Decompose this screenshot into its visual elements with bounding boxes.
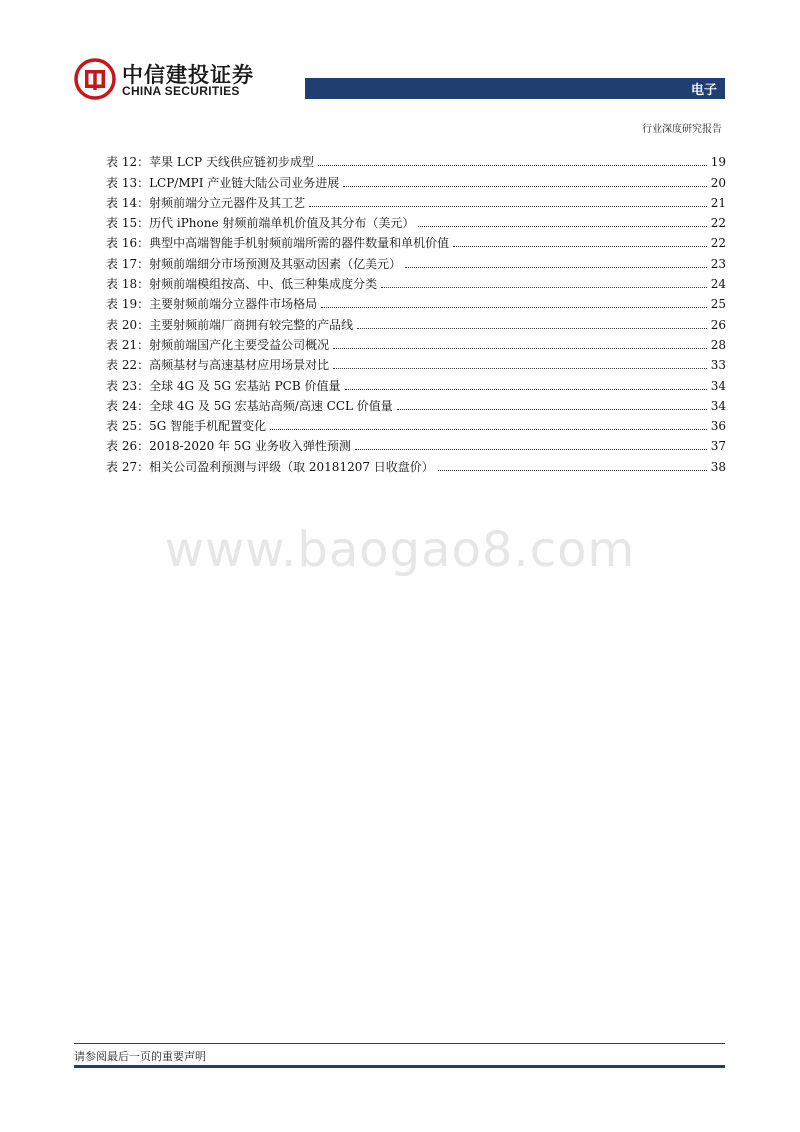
toc-entry[interactable] [106,312,726,332]
toc-entry[interactable] [106,251,726,271]
toc-entry[interactable] [106,150,726,170]
toc-entry-page[interactable]: 28 [710,337,726,352]
toc-dot-leader [381,286,707,288]
toc-entry-label[interactable]: 表 20：主要射频前端厂商拥有较完整的产品线 [106,317,354,332]
toc-entry-label[interactable]: 表 23：全球 4G 及 5G 宏基站 PCB 价值量 [106,378,341,393]
toc-entry[interactable] [106,414,726,434]
toc-entry[interactable] [106,231,726,251]
toc-entry-label[interactable]: 表 25：5G 智能手机配置变化 [106,419,267,434]
toc-entry-page[interactable]: 24 [710,277,726,292]
toc-entry-page[interactable]: 38 [710,459,726,474]
toc-entry-page[interactable]: 36 [710,419,726,434]
toc-entry-page[interactable]: 20 [710,175,726,190]
brand-name-en: CHINA SECURITIES [122,84,240,98]
toc-entry-label[interactable]: 表 21：射频前端国产化主要受益公司概况 [106,337,330,352]
toc-entry-page[interactable]: 25 [710,297,726,312]
toc-dot-leader [333,347,707,349]
toc-entry[interactable] [106,434,726,454]
toc-dot-leader [405,266,707,268]
toc-entry[interactable] [106,170,726,190]
toc-entry-label[interactable]: 表 14：射频前端分立元器件及其工艺 [106,195,306,210]
toc-dot-leader [318,164,707,166]
footer-disclaimer: 请参阅最后一页的重要声明 [74,1050,206,1063]
report-type: 行业深度研究报告 [642,124,722,135]
toc-entry-label[interactable]: 表 22：高频基材与高速基材应用场景对比 [106,358,330,373]
toc-entry[interactable] [106,211,726,231]
toc-entry-label[interactable]: 表 18：射频前端模组按高、中、低三种集成度分类 [106,277,378,292]
toc-entry[interactable] [106,292,726,312]
toc-dot-leader [357,327,707,329]
toc-dot-leader [453,245,707,247]
toc-entry-label[interactable]: 表 27：相关公司盈利预测与评级（取 20181207 日收盘价） [106,459,434,474]
toc-entry-label[interactable]: 表 15：历代 iPhone 射频前端单机价值及其分布（美元） [106,216,415,231]
toc-entry-page[interactable]: 34 [710,378,726,393]
company-logo [74,58,254,102]
watermark: www.baogao8.com [164,522,636,578]
toc-entry-page[interactable]: 22 [710,236,726,251]
toc-dot-leader [345,388,707,390]
toc-entry-label[interactable]: 表 12：苹果 LCP 天线供应链初步成型 [106,155,314,170]
toc-entry-page[interactable]: 33 [710,358,726,373]
toc-entry-label[interactable]: 表 24：全球 4G 及 5G 宏基站高频/高速 CCL 价值量 [106,398,393,413]
section-label: 电子 [690,83,717,98]
toc-entry[interactable] [106,353,726,373]
brand-name-cn: 中信建投证券 [122,63,254,87]
toc-entry[interactable] [106,191,726,211]
citic-logo-icon [74,58,116,100]
toc-dot-leader [355,448,707,450]
toc-dot-leader [333,367,707,369]
toc-entry[interactable] [106,333,726,353]
toc-entry[interactable] [106,373,726,393]
toc-entry-label[interactable]: 表 16：典型中高端智能手机射频前端所需的器件数量和单机价值 [106,236,450,251]
toc-entry[interactable] [106,394,726,414]
toc-dot-leader [270,428,707,430]
toc-entry-page[interactable]: 26 [710,317,726,332]
header-bar [305,78,725,99]
toc-dot-leader [418,225,706,227]
toc-entry-label[interactable]: 表 17：射频前端细分市场预测及其驱动因素（亿美元） [106,256,402,271]
footer-divider [74,1043,725,1044]
toc-entry-label[interactable]: 表 13：LCP/MPI 产业链大陆公司业务进展 [106,175,340,190]
toc-entry[interactable] [106,454,726,474]
toc-dot-leader [438,469,707,471]
toc-entry-page[interactable]: 22 [710,216,726,231]
toc-entry[interactable] [106,272,726,292]
toc-dot-leader [343,185,706,187]
toc-dot-leader [321,306,707,308]
toc-dot-leader [397,408,707,410]
table-of-contents [106,150,726,475]
toc-entry-page[interactable]: 37 [710,439,726,454]
toc-entry-page[interactable]: 19 [710,155,726,170]
footer-bar [74,1065,725,1068]
toc-entry-label[interactable]: 表 19：主要射频前端分立器件市场格局 [106,297,318,312]
toc-entry-page[interactable]: 34 [710,398,726,413]
toc-entry-page[interactable]: 21 [710,195,726,210]
toc-entry-page[interactable]: 23 [710,256,726,271]
toc-entry-label[interactable]: 表 26：2018-2020 年 5G 业务收入弹性预测 [106,439,351,454]
toc-dot-leader [309,205,707,207]
